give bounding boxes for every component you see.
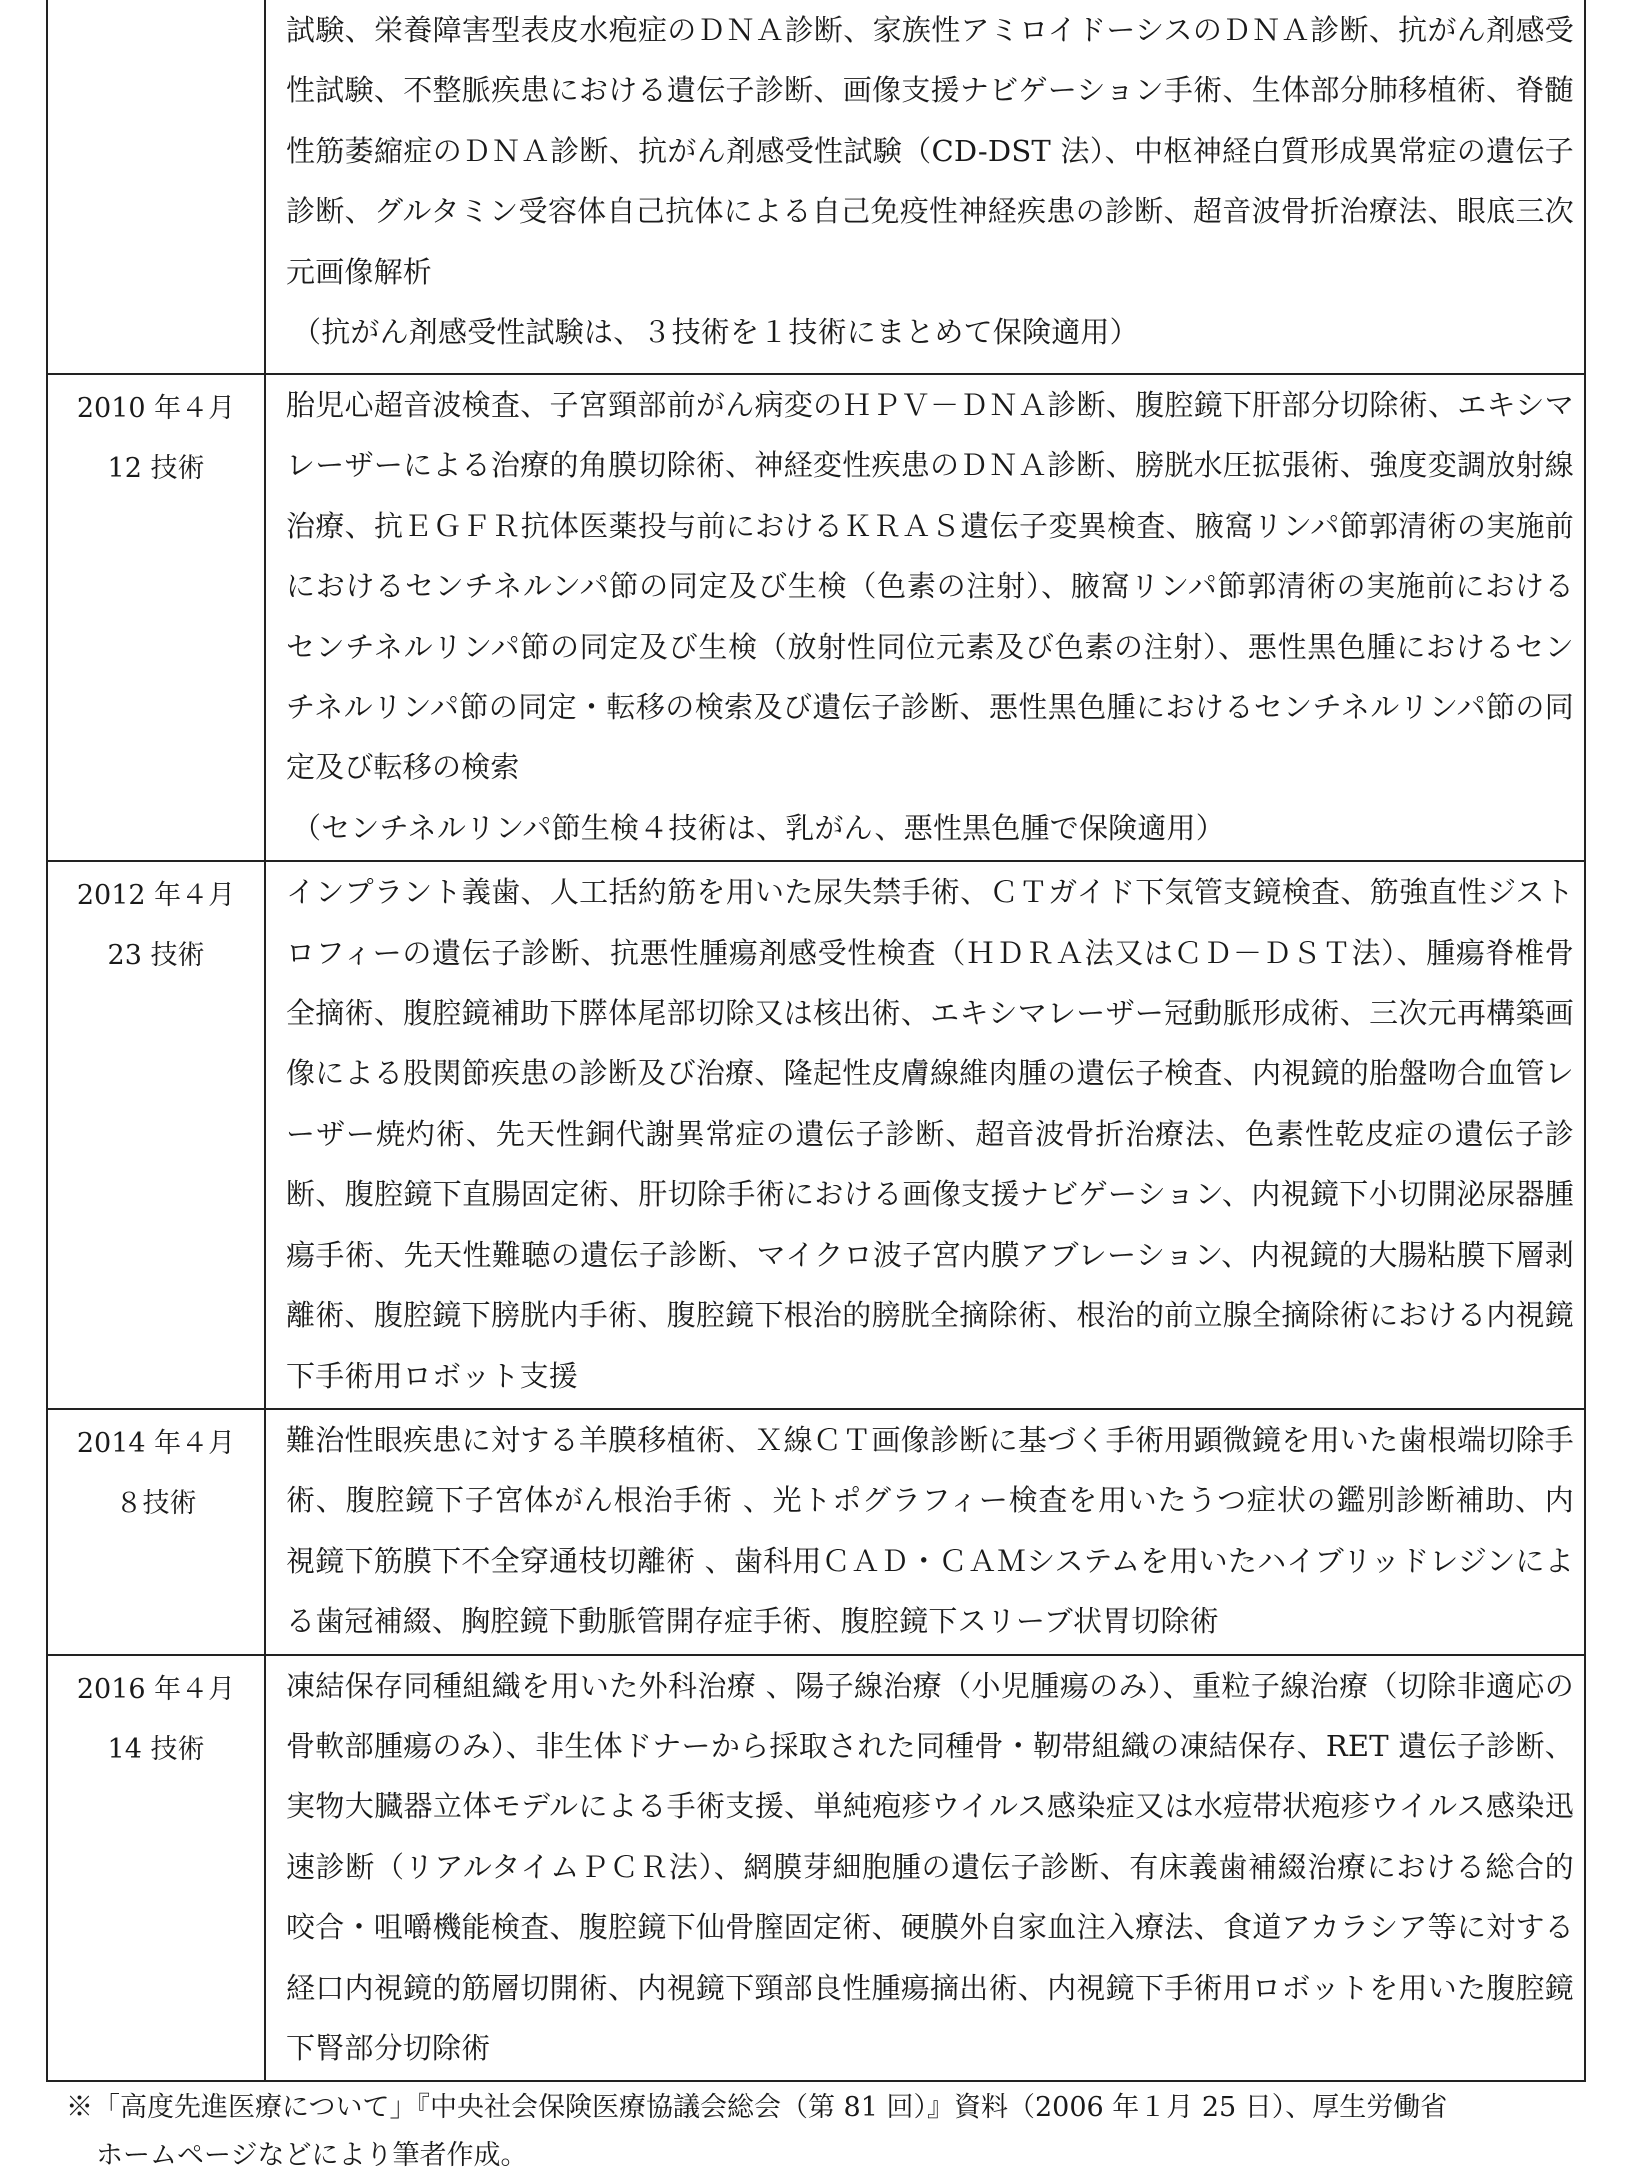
insurance-note: （センチネルリンパ節生検４技術は、乳がん、悪性黒色腫で保険適用）	[292, 810, 1225, 845]
technology-table	[46, 0, 1586, 2082]
content-cell	[265, 1409, 1585, 1655]
year-cell	[47, 1409, 265, 1655]
technology-count: 23 技術	[107, 940, 205, 972]
year-label: 2010 年４月	[76, 393, 236, 424]
table-row	[47, 374, 1585, 861]
year-label: 2012 年４月	[76, 880, 236, 912]
content-cell	[265, 0, 1585, 374]
content-cell	[265, 1655, 1585, 2082]
footnote-line: ※「高度先進医療について」『中央社会保険医療協議会総会（第 81 回）』資料（2006 年１月 25 日）、厚生労働省	[66, 2092, 1448, 2123]
technology-count: 14 技術	[107, 1733, 205, 1765]
technology-list: 凍結保存同種組織を用いた外科治療 、陽子線治療（小児腫瘍のみ）、重粒子線治療（切除非適応の骨軟部腫瘍のみ）、非生体ドナーから採取された同種骨・靭帯組織の凍結保存、RET 遺伝子診断、実物大臓器立体モデルによる手術支援、単純疱疹ウイルス感染症又は水痘帯状疱疹ウイルス感染迅速診断（リアルタイムＰＣＲ法）、網膜芽細胞腫の遺伝子診断、有床義歯補綴治療における総合的咬合・咀嚼機能検査、腹腔鏡下仙骨膣固定術、硬膜外自家血注入療法、食道アカラシア等に対する経口内視鏡的筋層切開術、内視鏡下頸部良性腫瘍摘出術、内視鏡下手術用ロボットを用いた腹腔鏡下腎部分切除術	[286, 1668, 1574, 2065]
technology-count: 12 技術	[107, 453, 205, 484]
source-footnote	[66, 2084, 1566, 2180]
insurance-note: （抗がん剤感受性試験は、３技術を１技術にまとめて保険適用）	[292, 315, 1139, 350]
technology-list: 難治性眼疾患に対する羊膜移植術、Ｘ線ＣＴ画像診断に基づく手術用顕微鏡を用いた歯根端切除手術、腹腔鏡下子宮体がん根治手術 、光トポグラフィー検査を用いたうつ症状の鑑別診断補助、内視鏡下筋膜下不全穿通枝切離術 、歯科用ＣＡＤ・ＣＡＭシステムを用いたハイブリッドレジンによる歯冠補綴、胸腔鏡下動脈管開存症手術、腹腔鏡下スリーブ状胃切除術	[286, 1422, 1574, 1639]
technology-count: ８技術	[115, 1487, 197, 1519]
technology-list: 胎児心超音波検査、子宮頸部前がん病変のＨＰＶ－ＤＮＡ診断、腹腔鏡下肝部分切除術、エキシマレーザーによる治療的角膜切除術、神経変性疾患のＤＮＡ診断、膀胱水圧拡張術、強度変調放射線治療、抗ＥＧＦＲ抗体医薬投与前におけるＫＲＡＳ遺伝子変異検査、腋窩リンパ節郭清術の実施前におけるセンチネルンパ節の同定及び生検（色素の注射）、腋窩リンパ節郭清術の実施前におけるセンチネルリンパ節の同定及び生検（放射性同位元素及び色素の注射）、悪性黒色腫におけるセンチネルリンパ節の同定・転移の検索及び遺伝子診断、悪性黒色腫におけるセンチネルリンパ節の同定及び転移の検索	[286, 388, 1574, 785]
content-cell	[265, 374, 1585, 861]
year-cell	[47, 0, 265, 374]
year-label: 2014 年４月	[76, 1427, 236, 1459]
table-row	[47, 1655, 1585, 2082]
technology-list: インプラント義歯、人工括約筋を用いた尿失禁手術、ＣＴガイド下気管支鏡検査、筋強直性ジストロフィーの遺伝子診断、抗悪性腫瘍剤感受性検査（ＨＤＲＡ法又はＣＤ－ＤＳＴ法）、腫瘍脊椎骨全摘術、腹腔鏡補助下膵体尾部切除又は核出術、エキシマレーザー冠動脈形成術、三次元再構築画像による股関節疾患の診断及び治療、隆起性皮膚線維肉腫の遺伝子検査、内視鏡的胎盤吻合血管レーザー焼灼術、先天性銅代謝異常症の遺伝子診断、超音波骨折治療法、色素性乾皮症の遺伝子診断、腹腔鏡下直腸固定術、肝切除手術における画像支援ナビゲーション、内視鏡下小切開泌尿器腫瘍手術、先天性難聴の遺伝子診断、マイクロ波子宮内膜アブレーション、内視鏡的大腸粘膜下層剥離術、腹腔鏡下膀胱内手術、腹腔鏡下根治的膀胱全摘除術、根治的前立腺全摘除術における内視鏡下手術用ロボット支援	[286, 875, 1574, 1393]
table-row	[47, 861, 1585, 1409]
year-cell	[47, 374, 265, 861]
content-cell	[265, 861, 1585, 1409]
year-cell	[47, 1655, 265, 2082]
footnote-line: ホームページなどにより筆者作成。	[96, 2140, 528, 2171]
technology-list: 試験、栄養障害型表皮水疱症のＤＮＡ診断、家族性アミロイドーシスのＤＮＡ診断、抗がん剤感受性試験、不整脈疾患における遺伝子診断、画像支援ナビゲーション手術、生体部分肺移植術、脊髄性筋萎縮症のＤＮＡ診断、抗がん剤感受性試験（CD-DST 法）、中枢神経白質形成異常症の遺伝子診断、グルタミン受容体自己抗体による自己免疫性神経疾患の診断、超音波骨折治療法、眼底三次元画像解析	[286, 13, 1574, 289]
year-label: 2016 年４月	[76, 1673, 236, 1705]
table-row	[47, 0, 1585, 374]
table-row	[47, 1409, 1585, 1655]
year-cell	[47, 861, 265, 1409]
